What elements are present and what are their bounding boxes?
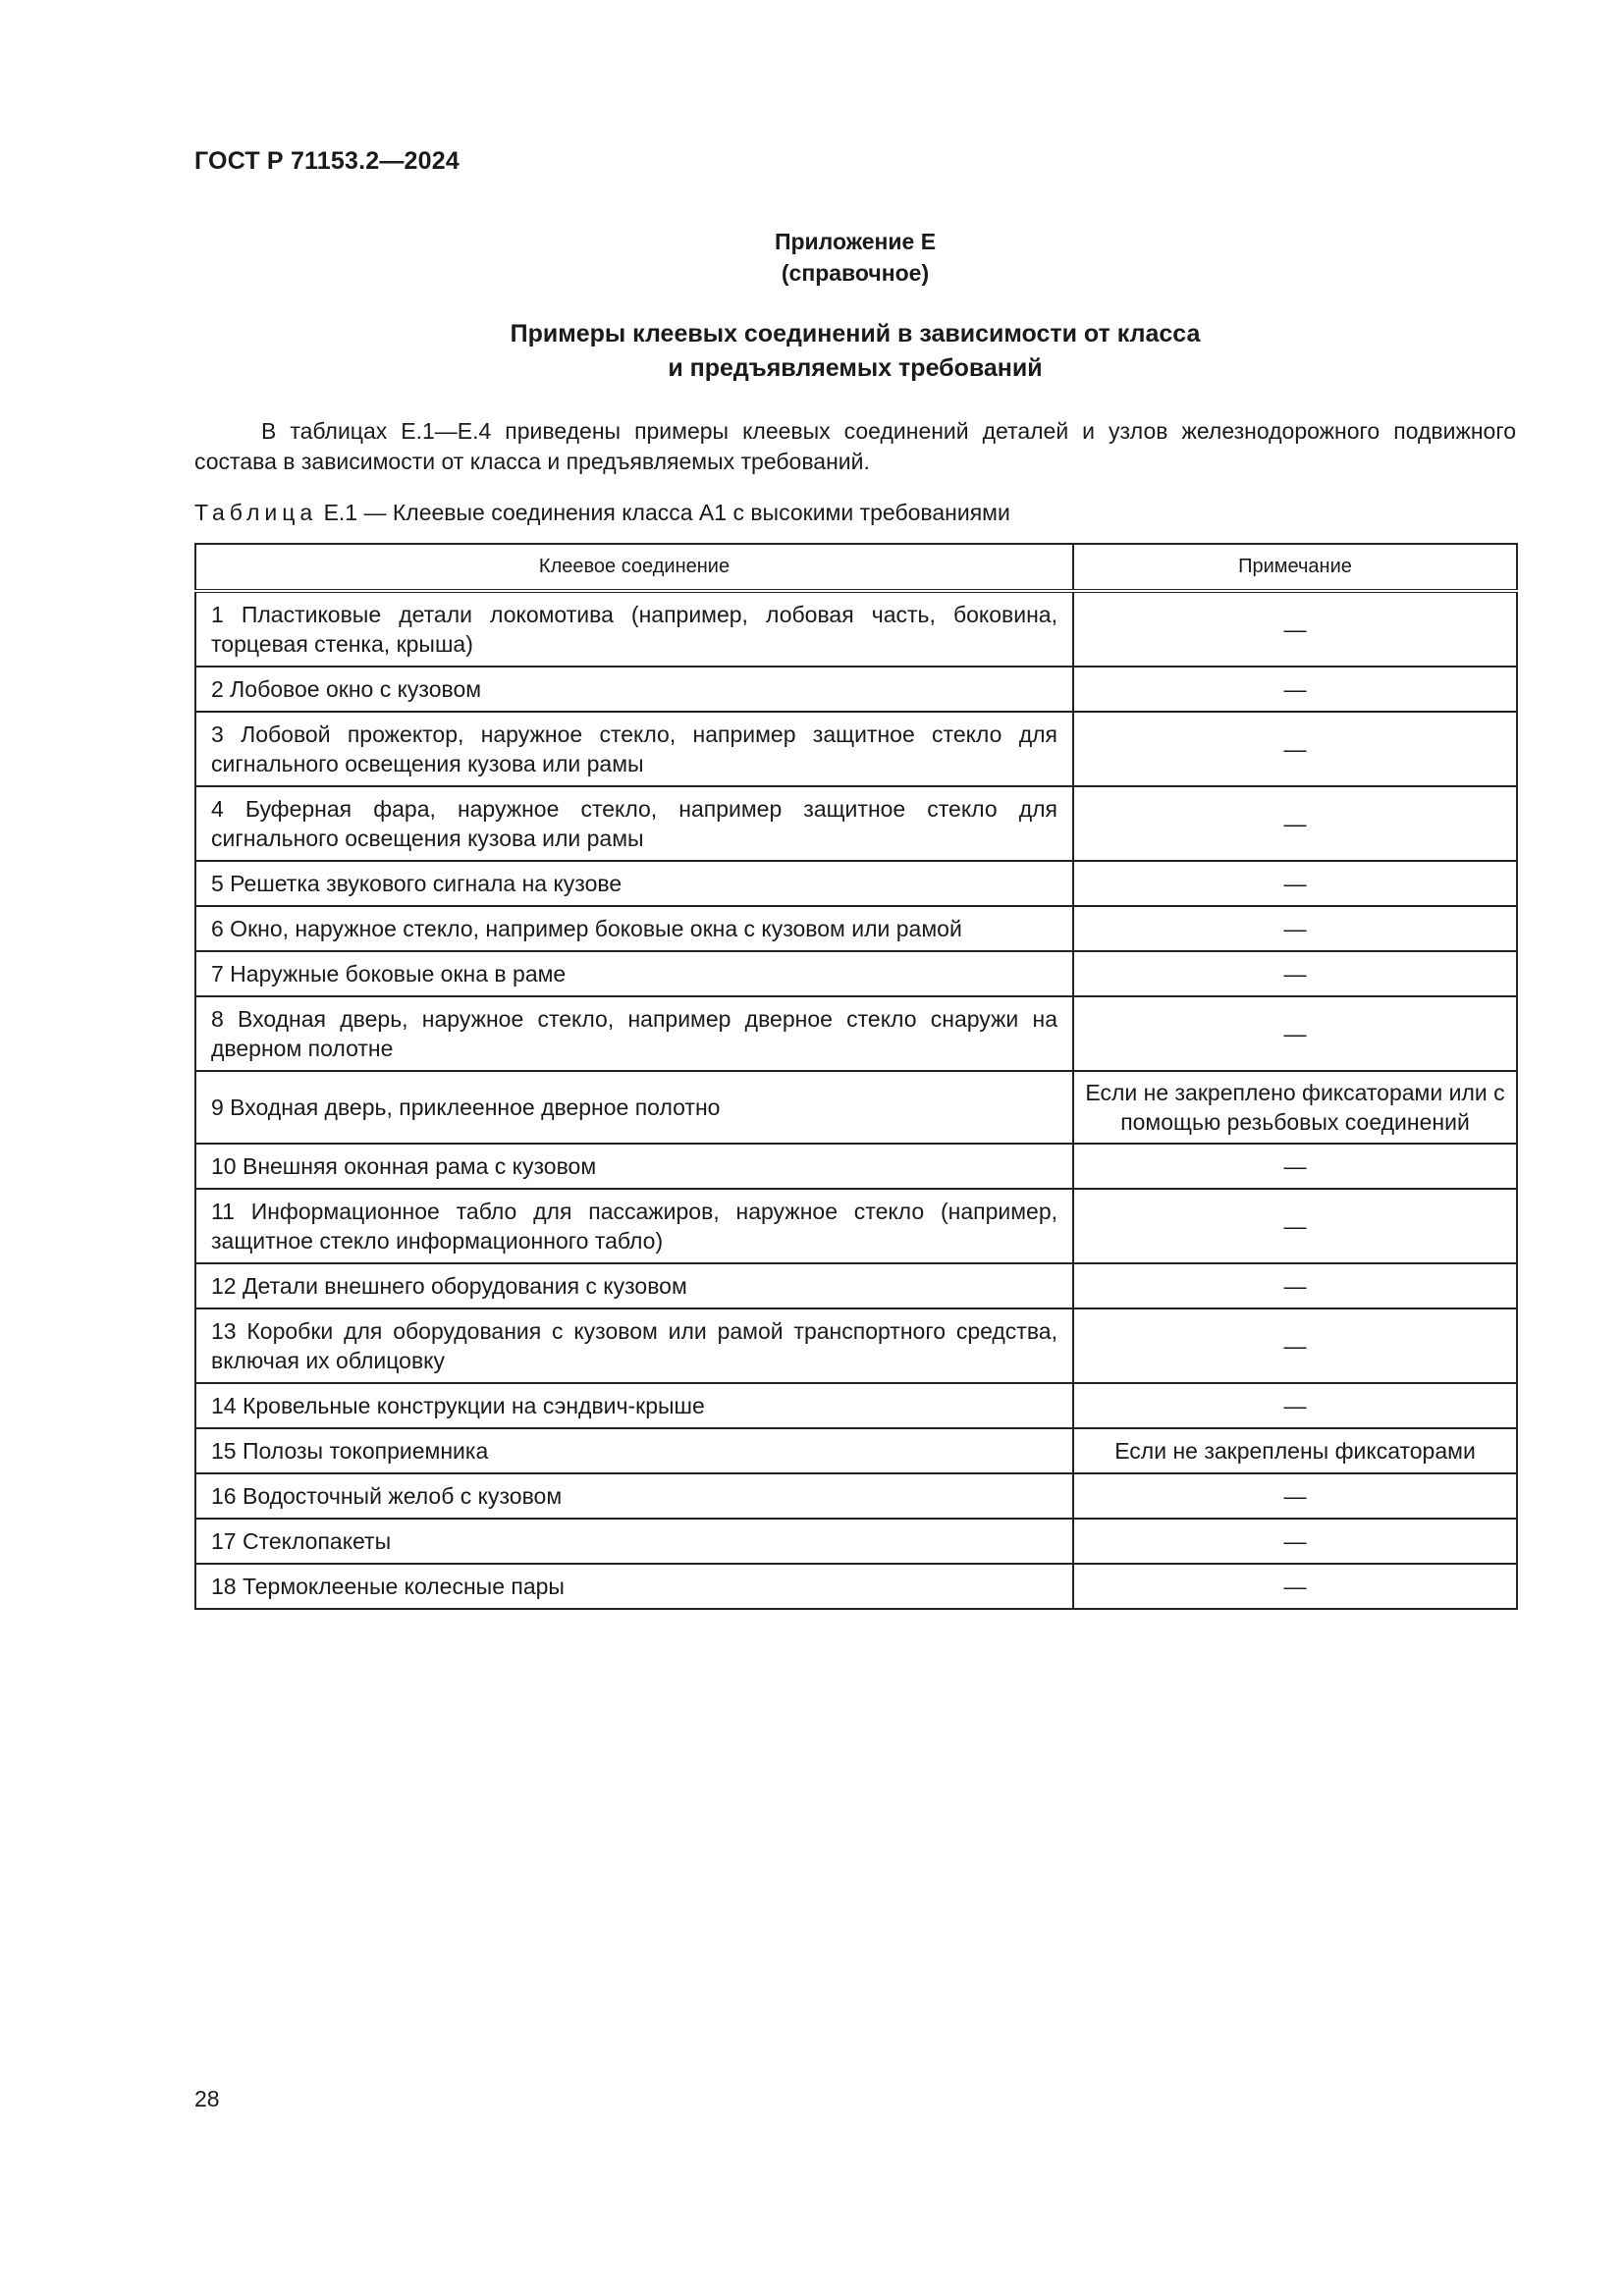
table-row bbox=[195, 1189, 1517, 1263]
note-cell: Если не закреплены фиксаторами bbox=[1073, 1428, 1517, 1473]
joint-cell: 18 Термоклееные колесные пары bbox=[195, 1564, 1073, 1609]
joint-cell: 14 Кровельные конструкции на сэндвич-крыше bbox=[195, 1383, 1073, 1428]
joint-cell: 13 Коробки для оборудования с кузовом или рамой транспортного средства, включая их облицовку bbox=[195, 1308, 1073, 1383]
table-caption-label: Таблица bbox=[194, 500, 318, 525]
table-header-row bbox=[195, 544, 1517, 591]
table-caption bbox=[194, 500, 1010, 526]
annex-heading bbox=[194, 317, 1516, 386]
table-caption-text: Е.1 — Клеевые соединения класса А1 с высокими требованиями bbox=[323, 500, 1010, 525]
joint-cell: 4 Буферная фара, наружное стекло, например защитное стекло для сигнального освещения кузова или рамы bbox=[195, 786, 1073, 861]
note-cell: — bbox=[1073, 1144, 1517, 1189]
joint-cell: 15 Полозы токоприемника bbox=[195, 1428, 1073, 1473]
note-cell: — bbox=[1073, 1263, 1517, 1308]
note-cell: — bbox=[1073, 591, 1517, 667]
note-cell: — bbox=[1073, 861, 1517, 906]
note-cell: — bbox=[1073, 1308, 1517, 1383]
note-cell: — bbox=[1073, 712, 1517, 786]
joint-cell: 5 Решетка звукового сигнала на кузове bbox=[195, 861, 1073, 906]
note-cell: — bbox=[1073, 1473, 1517, 1519]
table-row bbox=[195, 712, 1517, 786]
joints-table bbox=[194, 543, 1518, 1610]
note-cell: — bbox=[1073, 951, 1517, 996]
joint-cell: 1 Пластиковые детали локомотива (например, лобовая часть, боковина, торцевая стенка, крыша) bbox=[195, 591, 1073, 667]
note-cell: — bbox=[1073, 1189, 1517, 1263]
table-row bbox=[195, 786, 1517, 861]
joint-cell: 9 Входная дверь, приклеенное дверное полотно bbox=[195, 1071, 1073, 1144]
table-row bbox=[195, 1383, 1517, 1428]
document-code: ГОСТ Р 71153.2—2024 bbox=[194, 147, 460, 175]
note-cell: Если не закреплено фиксаторами или с помощью резьбовых соединений bbox=[1073, 1071, 1517, 1144]
joint-cell: 8 Входная дверь, наружное стекло, например дверное стекло снаружи на дверном полотне bbox=[195, 996, 1073, 1071]
table-row bbox=[195, 906, 1517, 951]
annex-label-block bbox=[194, 226, 1516, 289]
table-row bbox=[195, 861, 1517, 906]
table-row bbox=[195, 996, 1517, 1071]
joint-cell: 11 Информационное табло для пассажиров, наружное стекло (например, защитное стекло информационного табло) bbox=[195, 1189, 1073, 1263]
annex-subtitle: (справочное) bbox=[781, 260, 930, 286]
table-row bbox=[195, 1144, 1517, 1189]
table-row bbox=[195, 1071, 1517, 1144]
note-cell: — bbox=[1073, 996, 1517, 1071]
table-row bbox=[195, 1263, 1517, 1308]
joint-cell: 10 Внешняя оконная рама с кузовом bbox=[195, 1144, 1073, 1189]
table-row bbox=[195, 951, 1517, 996]
table-row bbox=[195, 1519, 1517, 1564]
table-body bbox=[195, 591, 1517, 1609]
joint-cell: 2 Лобовое окно с кузовом bbox=[195, 667, 1073, 712]
column-header-joint: Клеевое соединение bbox=[195, 544, 1073, 591]
note-cell: — bbox=[1073, 906, 1517, 951]
joint-cell: 6 Окно, наружное стекло, например боковые окна с кузовом или рамой bbox=[195, 906, 1073, 951]
note-cell: — bbox=[1073, 1519, 1517, 1564]
annex-heading-line-1: Примеры клеевых соединений в зависимости от класса bbox=[510, 320, 1201, 347]
table-row bbox=[195, 591, 1517, 667]
intro-paragraph: В таблицах Е.1—Е.4 приведены примеры клеевых соединений деталей и узлов железнодорожного подвижного состава в зависимости от класса и предъявляемых требований. bbox=[194, 418, 1516, 474]
table-row bbox=[195, 1473, 1517, 1519]
note-cell: — bbox=[1073, 1564, 1517, 1609]
table-row bbox=[195, 1428, 1517, 1473]
joint-cell: 12 Детали внешнего оборудования с кузовом bbox=[195, 1263, 1073, 1308]
joint-cell: 7 Наружные боковые окна в раме bbox=[195, 951, 1073, 996]
note-cell: — bbox=[1073, 786, 1517, 861]
table-row bbox=[195, 1564, 1517, 1609]
note-cell: — bbox=[1073, 1383, 1517, 1428]
joint-cell: 3 Лобовой прожектор, наружное стекло, например защитное стекло для сигнального освещения кузова или рамы bbox=[195, 712, 1073, 786]
note-cell: — bbox=[1073, 667, 1517, 712]
annex-title: Приложение Е bbox=[774, 229, 937, 254]
table-row bbox=[195, 667, 1517, 712]
annex-heading-line-2: и предъявляемых требований bbox=[668, 354, 1043, 382]
column-header-note: Примечание bbox=[1073, 544, 1517, 591]
page-number: 28 bbox=[194, 2086, 220, 2111]
table-row bbox=[195, 1308, 1517, 1383]
joint-cell: 17 Стеклопакеты bbox=[195, 1519, 1073, 1564]
joint-cell: 16 Водосточный желоб с кузовом bbox=[195, 1473, 1073, 1519]
